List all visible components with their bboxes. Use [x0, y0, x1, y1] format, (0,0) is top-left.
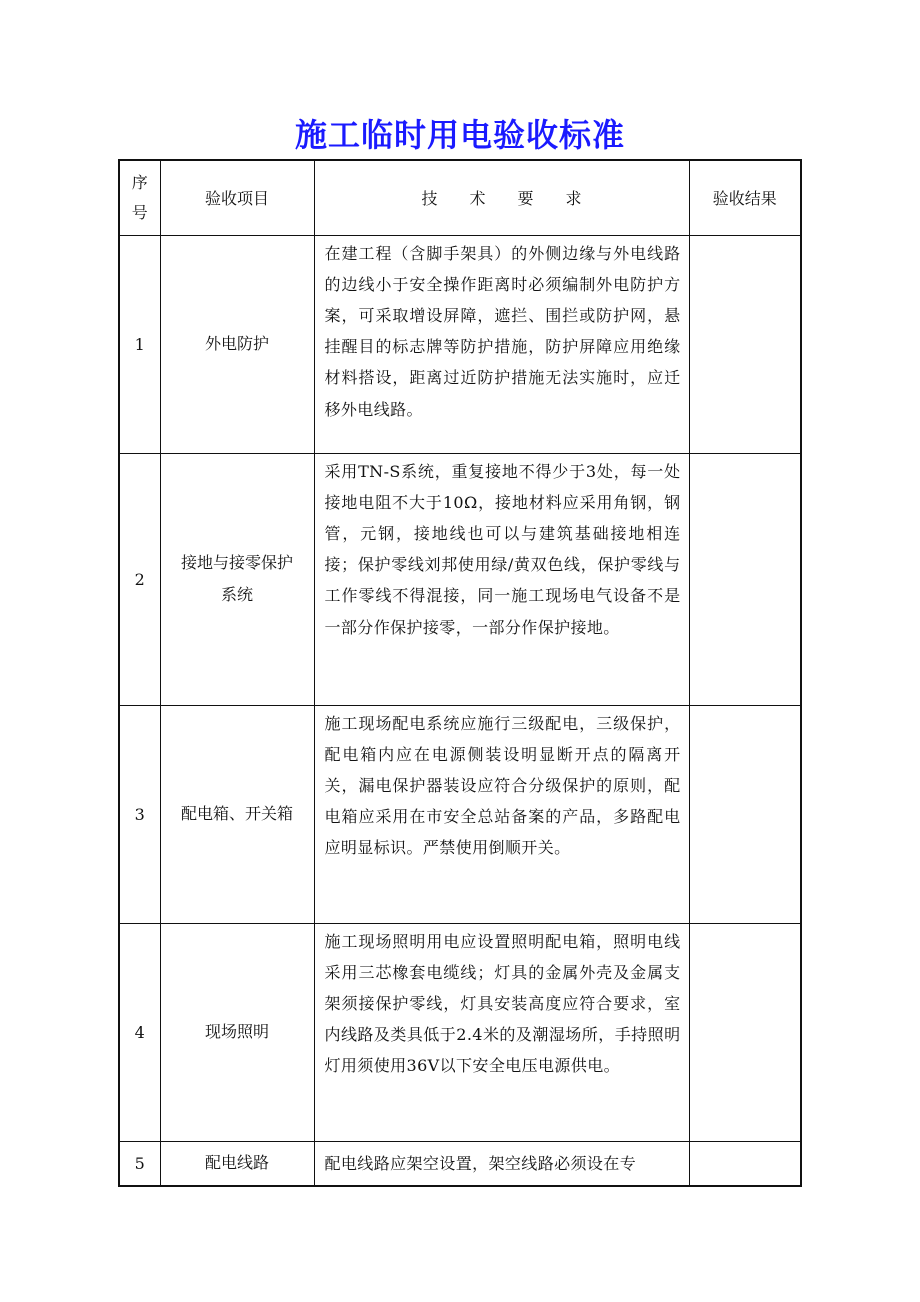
row-requirement — [314, 453, 689, 705]
header-serial-line2: 号 — [131, 202, 148, 222]
row-number: 4 — [119, 923, 160, 1141]
row-number: 1 — [119, 235, 160, 453]
row-result — [689, 705, 801, 923]
acceptance-standard-table — [118, 159, 802, 1187]
row-item — [160, 1141, 314, 1186]
row-requirement — [314, 1141, 689, 1186]
row-result — [689, 453, 801, 705]
row-item-text: 接地与接零保护系统 — [180, 553, 293, 604]
table-row — [119, 1141, 801, 1186]
row-item-text: 外电防护 — [204, 334, 269, 353]
row-item — [160, 235, 314, 453]
row-requirement-text: 施工现场照明用电应设置照明配电箱，照明电线采用三芯橡套电缆线；灯具的金属外壳及金属支架须接保护零线，灯具安装高度应符合要求，室内线路及类具低于2.4米的及潮湿场所，手持照明灯用须使用36V以下安全电压电源供电。 — [324, 931, 681, 1076]
row-item — [160, 705, 314, 923]
table-row — [119, 453, 801, 705]
header-requirement-text: 技术要求 — [421, 189, 614, 209]
header-item: 验收项目 — [160, 160, 314, 235]
row-number: 3 — [119, 705, 160, 923]
header-result: 验收结果 — [689, 160, 801, 235]
row-requirement — [314, 235, 689, 453]
row-requirement — [314, 923, 689, 1141]
row-requirement-text: 采用TN-S系统，重复接地不得少于3处，每一处接地电阻不大于10Ω，接地材料应采用角钢，钢管，元钢，接地线也可以与建筑基础接地相连接；保护零线刘邦使用绿/黄双色线，保护零线与工作零线不得混接，同一施工现场电气设备不是一部分作保护接零，一部分作保护接地。 — [324, 461, 681, 637]
row-item — [160, 923, 314, 1141]
page-title: 施工临时用电验收标准 — [294, 116, 625, 154]
row-result — [689, 923, 801, 1141]
row-requirement-text: 施工现场配电系统应施行三级配电，三级保护，配电箱内应在电源侧装设明显断开点的隔离开关，漏电保护器装设应符合分级保护的原则，配电箱应采用在市安全总站备案的产品，多路配电应明显标识。严禁使用倒顺开关。 — [324, 713, 681, 858]
row-result — [689, 1141, 801, 1186]
row-item — [160, 453, 314, 705]
row-item-text: 配电线路 — [204, 1153, 269, 1173]
header-serial-number — [119, 160, 160, 235]
table-row — [119, 923, 801, 1141]
row-requirement-text: 在建工程（含脚手架具）的外侧边缘与外电线路的边线小于安全操作距离时必须编制外电防护方案，可采取增设屏障，遮拦、围拦或防护网，悬挂醒目的标志牌等防护措施，防护屏障应用绝缘材料搭设，距离过近防护措施无法实施时，应迁移外电线路。 — [324, 243, 681, 419]
row-item-text: 现场照明 — [204, 1022, 269, 1041]
row-item-text: 配电箱、开关箱 — [180, 804, 293, 823]
row-requirement — [314, 705, 689, 923]
row-requirement-text: 配电线路应架空设置，架空线路必须设在专 — [324, 1153, 637, 1173]
row-number: 2 — [119, 453, 160, 705]
row-result — [689, 235, 801, 453]
header-requirement — [314, 160, 689, 235]
row-number: 5 — [119, 1141, 160, 1186]
table-row — [119, 235, 801, 453]
table-row — [119, 705, 801, 923]
table-header-row — [119, 160, 801, 235]
header-serial-line1: 序 — [131, 172, 148, 192]
